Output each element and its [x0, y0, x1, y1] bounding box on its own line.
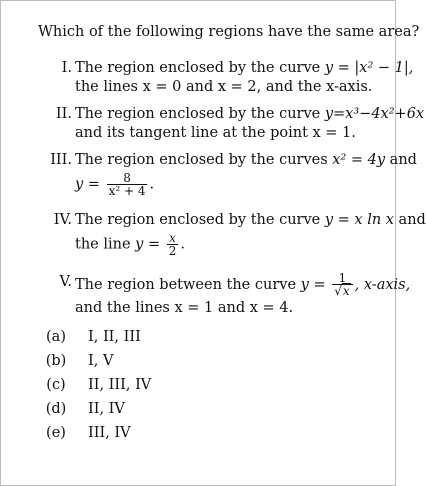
- fraction-numerator: 1: [338, 271, 347, 285]
- item-number: IV.: [53, 212, 72, 228]
- item-text: The region enclosed by the curves: [75, 152, 333, 168]
- item-line-2: [75, 172, 154, 197]
- item-text: The region enclosed by the curve: [75, 60, 325, 76]
- option-label: (c): [46, 377, 66, 393]
- item-text: the line: [75, 236, 136, 253]
- item-line-2: [75, 232, 185, 257]
- option-text: I, V: [88, 353, 114, 369]
- item-text: The region enclosed by the curve: [75, 212, 325, 228]
- item-line-2: and its tangent line at the point x = 1.: [75, 125, 356, 141]
- option-label: (e): [46, 425, 66, 441]
- item-text-end: , x-axis,: [354, 277, 411, 293]
- option-text: III, IV: [88, 425, 131, 441]
- option-label: (a): [46, 329, 66, 345]
- item-number: II.: [55, 106, 72, 122]
- item-period: .: [180, 236, 185, 253]
- fraction: [332, 272, 352, 297]
- item-text-end: and: [385, 152, 417, 168]
- item-text-end: and: [393, 212, 426, 228]
- item-line-1: [75, 58, 413, 78]
- fraction-denominator: x² + 4: [108, 184, 146, 198]
- item-line-1: [75, 104, 424, 124]
- item-line-2: the lines x = 0 and x = 2, and the x-axis.: [75, 79, 373, 95]
- fraction-numerator: 8: [123, 171, 131, 185]
- item-number: I.: [61, 60, 72, 76]
- fraction-numerator: x: [169, 231, 176, 245]
- item-text: The region between the curve: [75, 277, 301, 293]
- item-math: y =: [75, 176, 105, 193]
- fraction: [107, 172, 148, 197]
- item-math: y=x³−4x²+6x: [324, 106, 425, 122]
- fraction: [167, 232, 179, 257]
- item-math: y = x ln x: [324, 212, 394, 228]
- option-label: (b): [45, 353, 67, 369]
- item-line-1: [75, 150, 417, 170]
- item-line-1: [75, 272, 410, 297]
- item-number: III.: [50, 152, 72, 168]
- item-line-1: [75, 210, 426, 230]
- option-text: II, III, IV: [88, 377, 152, 393]
- item-math: y =: [300, 277, 331, 293]
- option-text: II, IV: [88, 401, 125, 417]
- option-label: (d): [45, 401, 67, 417]
- sqrt-symbol: √x: [334, 284, 350, 298]
- fraction-denominator: [332, 284, 352, 297]
- item-math: x² = 4y: [332, 152, 386, 168]
- item-number: V.: [59, 274, 72, 290]
- item-text: The region enclosed by the curve: [75, 106, 325, 122]
- item-period: .: [149, 176, 155, 193]
- item-math: y = |x² − 1|,: [324, 60, 414, 76]
- sqrt-radicand: x: [342, 284, 350, 298]
- option-text: I, II, III: [88, 329, 141, 345]
- item-line-2: and the lines x = 1 and x = 4.: [75, 300, 294, 316]
- fraction-denominator: 2: [168, 244, 177, 258]
- item-math: y =: [135, 236, 165, 253]
- question-text: Which of the following regions have the same area?: [38, 24, 420, 40]
